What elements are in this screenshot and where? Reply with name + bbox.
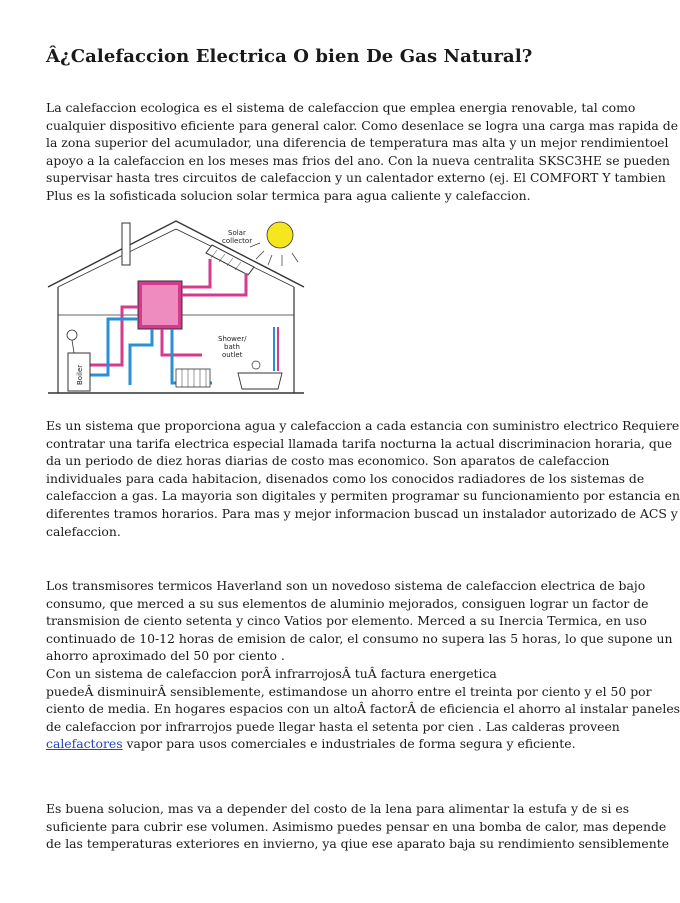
boiler-label: Boiler	[76, 364, 84, 385]
radiator-icon	[176, 369, 210, 387]
text-line-with-link	[46, 735, 594, 753]
shower-label: Shower/	[218, 335, 247, 343]
text-line: individuales para cada habitacion, disenados como los conocidos radiadores de los sistemas de	[46, 470, 645, 486]
text-line: de las temperaturas exteriores en invierno, ya qiue ese aparato baja su rendimiento sensiblemente	[46, 836, 670, 852]
text-line: Es un sistema que proporciona agua y calefaccion a cada estancia con suministro electrico Requiere	[46, 418, 680, 433]
paragraph-intro	[46, 99, 679, 205]
text-line: La calefaccion ecologica es el sistema de calefaccion que emplea energia renovable, tal como	[46, 100, 636, 115]
paragraph-haverland	[46, 577, 673, 665]
text-line: consumo, que merced a su sus elementos de aluminio mejorados, consiguen lograr un factor de	[46, 595, 649, 611]
text-line: Es buena solucion, mas va a depender del costo de la lena para alimentar la estufa y de si es	[46, 801, 630, 816]
text-line: la zona superior del acumulador, una diferencia de temperatura mas alta y un mejor rendimientoel	[46, 135, 669, 151]
text-line: contratar una tarifa electrica especial llamada tarifa nocturna la actual discriminacion horaria, que	[46, 435, 673, 451]
collector-label: collector	[222, 237, 253, 245]
text-line: cualquier dispositivo eficiente para general calor. Como desenlace se logra una carga mas rapida de	[46, 117, 679, 133]
paragraph-wood-heatpump	[46, 800, 670, 853]
text-after-link: vapor para usos comerciales e industriales de forma segura y eficiente.	[122, 736, 576, 752]
text-line: Plus es la sofisticada solucion solar termica para agua caliente y calefaccion.	[46, 187, 531, 203]
sun-icon	[250, 222, 298, 266]
text-line: puedeÂ disminuirÂ sensiblemente, estimandose un ahorro entre el treinta por ciento y el 50 por	[46, 683, 652, 699]
text-line: de calefaccion por infrarrojos puede llegar hasta el setenta por cien . Las calderas proveen	[46, 718, 620, 734]
article-title: Â¿Calefaccion Electrica O bien De Gas Natural?	[46, 46, 533, 67]
paragraph-infrared	[46, 665, 680, 753]
text-line: calefaccion a gas. La mayoria son digitales y permiten programar su funcionamiento por estancia en	[46, 488, 680, 504]
text-line: Con un sistema de calefaccion porÂ infrarrojosÂ tuÂ factura energetica	[46, 666, 497, 681]
text-line: suficiente para cubrir ese volumen. Asimismo puedes pensar en una bomba de calor, mas depende	[46, 818, 667, 834]
text-line: diferentes tramos horarios. Para mas y mejor informacion buscad un instalador autorizado de ACS y	[46, 505, 678, 521]
solar-heating-house-diagram	[42, 215, 310, 400]
text-line: ahorro aproximado del 50 por ciento .	[46, 648, 285, 664]
calefactores-link[interactable]: calefactores	[46, 736, 123, 752]
text-line: transmision de ciento setenta y cinco Vatios por elemento. Merced a su Inercia Termica, en uso	[46, 613, 647, 629]
text-line: da un periodo de diez horas diarias de costo mas economico. Son aparatos de calefaccion	[46, 453, 610, 469]
text-line: ciento de media. En hogares espacios con un altoÂ factorÂ de eficiencia el ahorro al instalar paneles	[46, 701, 680, 717]
solar-label: Solar	[228, 229, 246, 237]
bath-label: bath	[224, 343, 240, 351]
text-line: continuado de 10-12 horas de emision de calor, el consumo no supera las 5 horas, lo que supone un	[46, 630, 673, 646]
text-line: calefaccion.	[46, 523, 121, 539]
paragraph-electric-system	[46, 417, 680, 540]
text-line: Los transmisores termicos Haverland son un novedoso sistema de calefaccion electrica de bajo	[46, 578, 646, 593]
text-line: supervisar hasta tres circuitos de calefaccion y un calentador externo (ej. El COMFORT Y tambien	[46, 170, 666, 186]
text-line: apoyo a la calefaccion en los meses mas frios del ano. Con la nueva centralita SKSC3HE se pueden	[46, 152, 671, 168]
outlet-label: outlet	[222, 351, 243, 359]
